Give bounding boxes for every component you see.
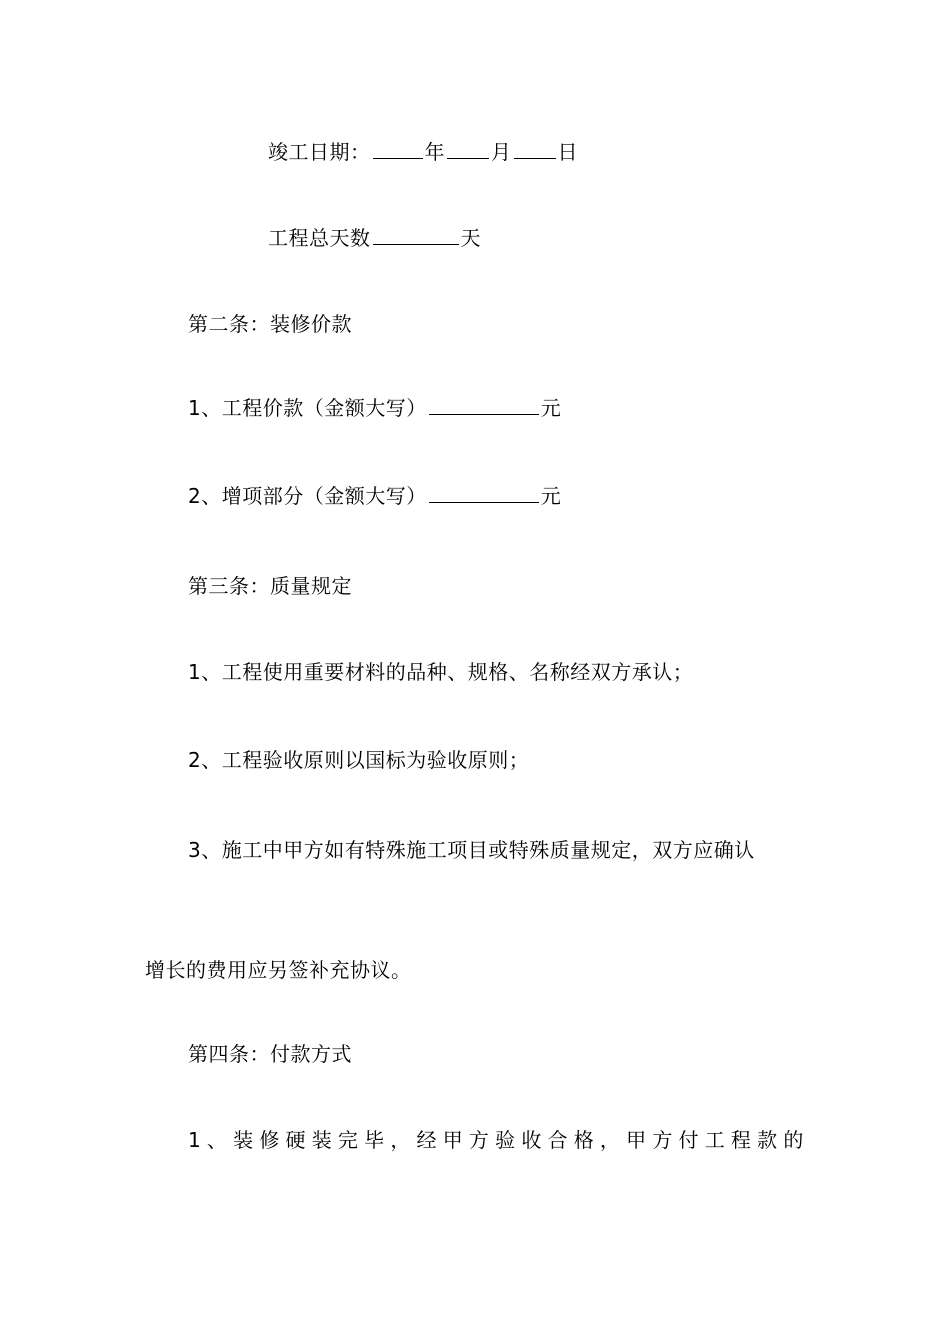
day-label: 日 xyxy=(557,140,578,164)
article4-item1: 1、装修硬装完毕，经甲方验收合格，甲方付工程款的 xyxy=(188,1128,810,1152)
completion-date-line xyxy=(268,138,578,166)
completion-date-label: 竣工日期： xyxy=(268,140,371,164)
year-blank xyxy=(373,138,423,159)
article3-item2: 2、工程验收原则以国标为验收原则； xyxy=(188,748,530,772)
month-blank xyxy=(447,138,489,159)
article3-item3: 3、施工中甲方如有特殊施工项目或特殊质量规定，双方应确认 xyxy=(188,838,755,862)
total-days-blank xyxy=(373,224,459,245)
article2-item1-unit: 元 xyxy=(540,396,562,420)
article2-item2-label: 2、增项部分（金额大写） xyxy=(188,484,427,508)
article2-item2 xyxy=(188,482,561,510)
month-label: 月 xyxy=(491,140,512,164)
article3-item1: 1、工程使用重要材料的品种、规格、名称经双方承认； xyxy=(188,660,694,684)
article3-heading: 第三条：质量规定 xyxy=(188,574,352,598)
total-days-line xyxy=(268,224,481,252)
total-days-label: 工程总天数 xyxy=(268,226,371,250)
year-label: 年 xyxy=(424,140,445,164)
article2-item1-label: 1、工程价款（金额大写） xyxy=(188,396,427,420)
article2-heading: 第二条：装修价款 xyxy=(188,312,352,336)
article3-item3-continuation: 增长的费用应另签补充协议。 xyxy=(145,958,412,982)
article2-item2-unit: 元 xyxy=(540,484,562,508)
article4-heading: 第四条：付款方式 xyxy=(188,1042,352,1066)
article2-item1-blank xyxy=(429,394,539,415)
day-blank xyxy=(514,138,556,159)
article2-item2-blank xyxy=(429,482,539,503)
article2-item1 xyxy=(188,394,561,422)
total-days-unit: 天 xyxy=(460,226,481,250)
